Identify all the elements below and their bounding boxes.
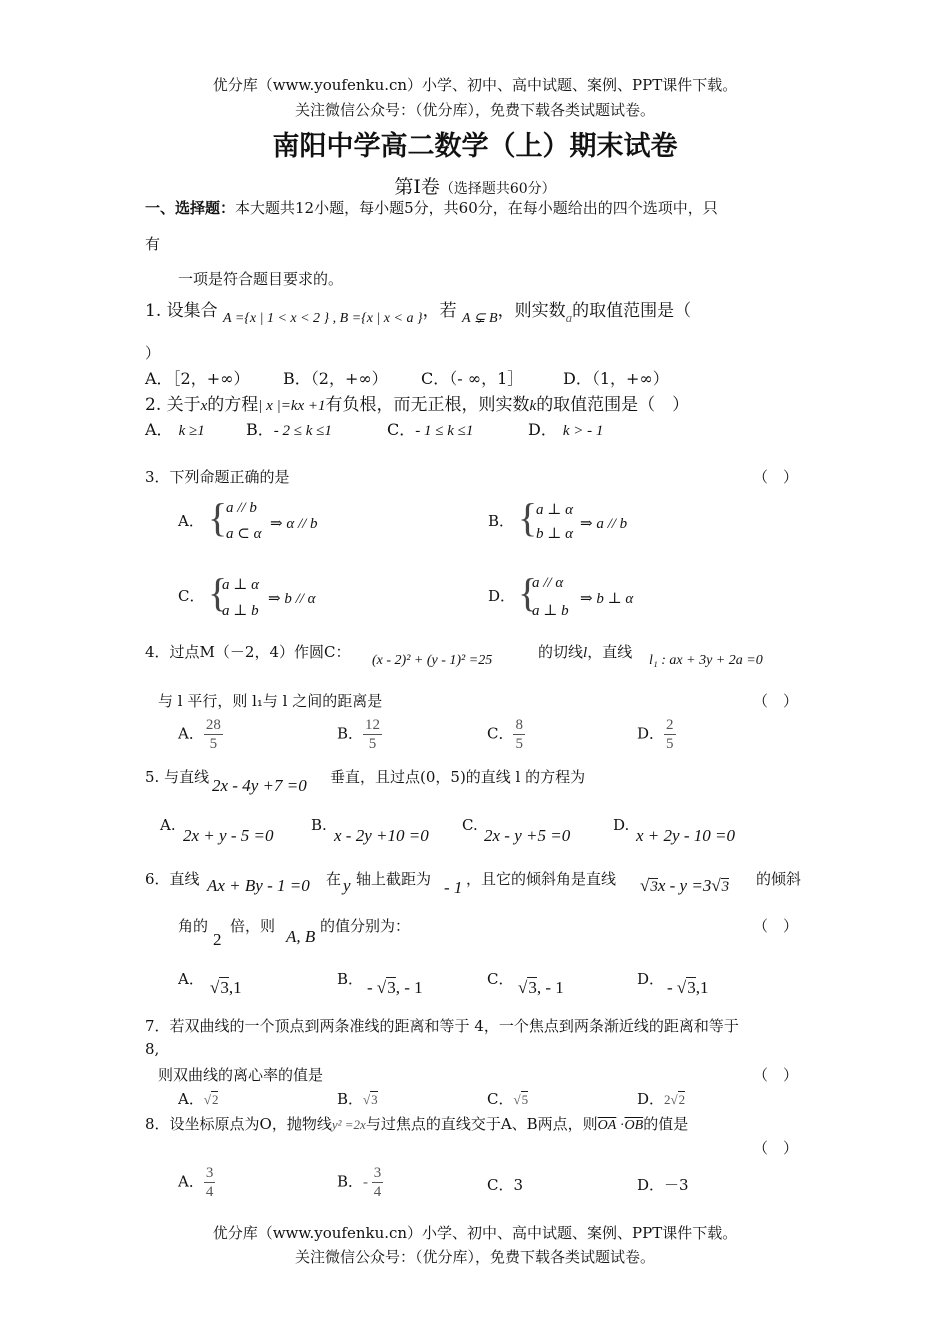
q6-line: √3x - y =3√3 [640, 876, 730, 895]
q7-option-b-label: B． [337, 1090, 364, 1108]
q8-dot: · [616, 1118, 625, 1133]
section-intro-2: 有 [145, 235, 161, 253]
q5-option-c-expr: 2x - y +5 =0 [484, 826, 571, 845]
page-title: 南阳中学高二数学（上）期末试卷 [272, 131, 678, 162]
header-line-2: 关注微信公众号：（优分库），免费下载各类试题试卷。 [294, 101, 655, 119]
q8-option-d [637, 1174, 689, 1195]
q1-post: ，则实数 [497, 301, 566, 321]
q2-option-b-expr: - 2 ≤ k ≤1 [273, 423, 332, 439]
q2-equation: | x |=kx +1 [258, 398, 326, 414]
q2-mid2: 有负根，而无正根，则实数 [325, 395, 530, 415]
q5-option-b-label: B. [311, 816, 327, 834]
q2-k: k [529, 398, 537, 414]
q5-option-d-label: D. [613, 816, 630, 834]
header-line-1: 优分库（www.youfenku.cn）小学、初中、高中试题、案例、PPT课件下载。 [212, 76, 738, 94]
q6-option-b-label: B． [337, 970, 364, 988]
q5-equation: 2x - 4y +7 =0 [212, 776, 307, 795]
q3-option-b-bottom: b ⊥ α [536, 526, 573, 542]
q4-option-d [637, 716, 676, 753]
q4-option-d-fraction [664, 716, 676, 753]
question-4 [145, 641, 350, 662]
q8-option-b-num: 3 [373, 1165, 382, 1181]
q4-option-a-fraction [204, 716, 223, 753]
section-intro-3: 一项是符合题目要求的。 [178, 270, 344, 288]
q1-option-b: B．（2，+∞） [283, 369, 388, 388]
q2-mid: 的方程 [207, 395, 259, 415]
q6-option-b-post: , - 1 [395, 978, 423, 997]
q6-line2c: 的值分别为： [320, 917, 411, 935]
section-heading: 一、选择题： [145, 199, 236, 217]
q6-option-a-rad: 3 [220, 978, 229, 997]
q5-option-c-label: C. [462, 816, 478, 834]
q6-option-d-pre: - [667, 978, 677, 997]
q1-tail: 的取值范围是（ [572, 301, 692, 321]
q1-option-a: A．［2，+∞） [145, 369, 250, 388]
q6-line2b: 倍，则 [230, 917, 276, 935]
q3-option-b-brace: { [518, 495, 538, 540]
q7-option-d [637, 1088, 685, 1109]
q7-option-b-rad: 3 [371, 1092, 378, 1107]
q8-option-c-text: 3 [513, 1176, 524, 1194]
footer-line-2: 关注微信公众号：（优分库），免费下载各类试题试卷。 [294, 1248, 655, 1266]
q8-option-b-fraction [372, 1164, 384, 1201]
q7-stem2: 8, [145, 1040, 160, 1058]
q8-option-c [487, 1174, 523, 1195]
q2-pre: 2. 关于 [145, 395, 201, 415]
q2-option-c [387, 417, 473, 440]
q7-line2: 则双曲线的离心率的值是 [158, 1066, 324, 1084]
q6-option-b-pre: - [367, 978, 377, 997]
q2-option-d [528, 417, 603, 440]
q4-option-a-den: 5 [209, 736, 218, 752]
q6-mid: 在 [326, 870, 342, 888]
q4-line-l1: l₁ : ax + 3y + 2a =0 [649, 653, 763, 668]
q5-option-d-expr: x + 2y - 10 =0 [636, 826, 735, 845]
q6-mid2: 轴上截距为 [356, 870, 432, 888]
q6-line2a: 角的 [178, 917, 209, 935]
q2-option-a [145, 417, 205, 440]
q2-option-b-label: B． [246, 420, 274, 439]
q8-tail: 的值是 [643, 1115, 689, 1133]
q6-tail: 的倾斜 [756, 870, 802, 888]
q4-option-b-den: 5 [368, 736, 377, 752]
q2-option-b [246, 417, 332, 440]
q4-option-c-fraction [513, 716, 525, 753]
q3-paren: （ ） [753, 468, 799, 486]
footer-line-1: 优分库（www.youfenku.cn）小学、初中、高中试题、案例、PPT课件下载。 [212, 1224, 738, 1242]
q6-two: 2 [213, 930, 222, 949]
q7-option-d-rad: 2 [678, 1092, 686, 1107]
q5-pre: 5. 与直线 [145, 768, 210, 786]
q3-option-a-top: a // b [226, 500, 257, 516]
q6-ab: A, B [286, 927, 316, 946]
q4-option-c-den: 5 [515, 736, 523, 752]
q4-option-b-num: 12 [365, 717, 381, 733]
q6-option-b-expr: - √3, - 1 [367, 978, 423, 997]
q6-option-c-rad: 3 [528, 978, 537, 997]
q1-option-c: C．（- ∞，1］ [421, 369, 524, 388]
q5-option-a-label: A. [160, 816, 176, 834]
q8-option-d-text: －3 [664, 1176, 689, 1194]
q6-option-b-rad: 3 [387, 978, 396, 997]
q1-pre: 1. 设集合 [145, 301, 218, 321]
q7-stem: 7．若双曲线的一个顶点到两条准线的距离和等于 4，一个焦点到两条渐近线的距离和等于 [145, 1017, 739, 1035]
q3-stem: 3．下列命题正确的是 [145, 468, 290, 486]
q6-mid3: ，且它的倾斜角是直线 [466, 870, 617, 888]
q4-option-a [178, 716, 223, 753]
q6-line-rad2: 3 [721, 879, 730, 895]
q6-option-d-rad: 3 [687, 978, 696, 997]
q7-option-d-pre: 2 [664, 1092, 671, 1107]
q8-option-b [337, 1164, 383, 1201]
question-8 [145, 1113, 688, 1134]
q4-option-a-num: 28 [205, 717, 221, 733]
q1-var: a [565, 310, 573, 325]
q1-option-d: D．（1，+∞） [563, 369, 669, 388]
q8-mid: 与过焦点的直线交于A、B两点，则 [365, 1115, 598, 1133]
q6-paren: （ ） [753, 917, 799, 935]
q4-l: l [583, 645, 588, 661]
q5-option-b-expr: x - 2y +10 =0 [334, 826, 429, 845]
q4-circle: (x - 2)² + (y - 1)² =25 [372, 653, 493, 668]
q3-option-d-brace: { [518, 570, 538, 615]
q7-option-a-rad: 2 [211, 1092, 219, 1107]
q6-option-c-post: , - 1 [536, 978, 564, 997]
q4-mid2: ，直线 [587, 643, 633, 661]
q2-option-a-label: A． [145, 420, 173, 439]
q4-option-b-fraction [363, 716, 382, 753]
q7-paren: （ ） [753, 1066, 799, 1084]
q8-option-a-label: A． [178, 1172, 204, 1191]
q8-option-a-num: 3 [205, 1165, 214, 1181]
q3-option-a-label: A． [178, 512, 204, 530]
q8-option-b-label: B． [337, 1172, 364, 1191]
q2-option-c-expr: - 1 ≤ k ≤1 [415, 423, 474, 439]
q1-sets: A ={x | 1 < x < 2 } , B ={x | x < a } [223, 311, 423, 326]
q4-mid [538, 641, 632, 662]
q3-option-d-top: a // α [532, 575, 564, 591]
q7-option-c [487, 1088, 528, 1109]
q8-equation: y² =2x [331, 1117, 366, 1132]
q6-line-mid: x - y =3 [657, 876, 712, 895]
q7-option-a-label: A． [178, 1090, 204, 1108]
q6-option-d-label: D． [637, 970, 665, 988]
q7-option-a [178, 1088, 218, 1109]
q4-line2: 与 l 平行，则 l₁与 l 之间的距离是 [158, 692, 383, 710]
q6-option-c-expr: √3, - 1 [518, 978, 564, 997]
q8-option-a-fraction [204, 1164, 216, 1201]
q6-line-rad1: 3 [650, 879, 658, 895]
q7-option-b [337, 1088, 378, 1109]
q2-option-d-label: D． [528, 420, 557, 439]
q7-option-a-expr: √2 [203, 1092, 219, 1107]
q8-option-d-label: D． [637, 1176, 665, 1194]
q1-mid: ，若 [422, 301, 457, 321]
q2-x: x [200, 398, 208, 414]
q6-intercept: - 1 [444, 878, 463, 897]
q6-option-d-post: ,1 [695, 978, 709, 997]
q4-option-d-label: D． [637, 724, 665, 743]
q7-option-d-expr: 2√2 [664, 1092, 686, 1107]
q3-option-a-brace: { [208, 495, 228, 540]
section-intro-text: 本大题共12小题，每小题5分，共60分，在每小题给出的四个选项中，只 [235, 199, 718, 217]
q3-option-b-conclusion: ⇒ a // b [580, 516, 628, 532]
q8-vector-ob: $\overline{OB}$ [624, 1118, 644, 1133]
part-note: （选择题共60分） [439, 181, 556, 197]
q4-option-c [487, 716, 525, 753]
q1-relation: A ⊊ B [461, 311, 498, 326]
q3-option-b-top: a ⊥ α [536, 502, 573, 518]
q7-option-c-label: C． [487, 1090, 514, 1108]
part-label: 第Ⅰ卷 [394, 176, 440, 198]
q4-option-d-num: 2 [666, 717, 674, 733]
q4-option-d-den: 5 [666, 736, 674, 752]
q8-pre: 8．设坐标原点为O，抛物线 [145, 1115, 332, 1133]
q3-option-c-bottom: a ⊥ b [222, 603, 259, 619]
question-1 [145, 296, 692, 326]
q3-option-d-label: D． [488, 587, 516, 605]
q7-option-c-rad: 5 [521, 1092, 529, 1107]
q8-paren: （ ） [753, 1139, 799, 1157]
q3-option-a-bottom: a ⊂ α [226, 526, 262, 542]
q8-option-a [178, 1164, 215, 1201]
q4-option-a-label: A． [178, 724, 204, 743]
q8-option-c-label: C． [487, 1176, 514, 1194]
q6-y: y [343, 876, 351, 895]
q4-option-b-label: B． [337, 724, 364, 743]
q5-mid: 垂直，且过点(0，5)的直线 l 的方程为 [330, 768, 586, 786]
q6-option-c-label: C． [487, 970, 514, 988]
q4-option-b [337, 716, 382, 753]
section-intro [145, 197, 718, 218]
q6-option-d-expr: - √3,1 [667, 978, 709, 997]
q3-option-d-conclusion: ⇒ b ⊥ α [580, 591, 634, 607]
q6-option-a-expr: √3,1 [210, 978, 242, 997]
q7-option-b-expr: √3 [363, 1092, 378, 1107]
q8-option-b-sign: - [363, 1174, 372, 1191]
question-2 [145, 390, 689, 415]
q4-option-c-num: 8 [515, 717, 523, 733]
q3-option-c-conclusion: ⇒ b // α [268, 591, 316, 607]
q4-option-c-label: C． [487, 724, 514, 743]
q3-option-c-brace: { [208, 570, 228, 615]
q2-option-d-expr: k > - 1 [562, 423, 604, 439]
q4-pre: 4．过点M（－2，4）作圆C： [145, 643, 351, 661]
q2-tail: 的取值范围是（ ） [536, 395, 690, 415]
q7-option-c-expr: √5 [513, 1092, 529, 1107]
q4-paren: （ ） [753, 692, 799, 710]
q8-option-b-den: 4 [373, 1184, 382, 1200]
q1-close: ） [145, 344, 161, 362]
q3-option-b-label: B． [488, 512, 515, 530]
part-heading [0, 172, 950, 199]
q7-option-d-label: D． [637, 1090, 665, 1108]
q2-option-a-expr: k ≥1 [178, 423, 205, 439]
q3-option-d-bottom: a ⊥ b [532, 603, 569, 619]
q2-option-c-label: C． [387, 420, 416, 439]
q6-option-a-label: A． [178, 970, 204, 988]
q8-vector-oa: $\overline{OA}$ [597, 1118, 617, 1133]
q6-option-a-post: ,1 [228, 978, 242, 997]
q6-pre: 6．直线 [145, 870, 200, 888]
q4-mid-text: 的切线 [538, 643, 584, 661]
q5-option-a-expr: 2x + y - 5 =0 [183, 826, 274, 845]
q3-option-a-conclusion: ⇒ α // b [270, 516, 318, 532]
q8-option-a-den: 4 [205, 1184, 214, 1200]
q3-option-c-top: a ⊥ α [222, 577, 259, 593]
q6-equation: Ax + By - 1 =0 [207, 876, 310, 895]
q3-option-c-label: C． [178, 587, 205, 605]
